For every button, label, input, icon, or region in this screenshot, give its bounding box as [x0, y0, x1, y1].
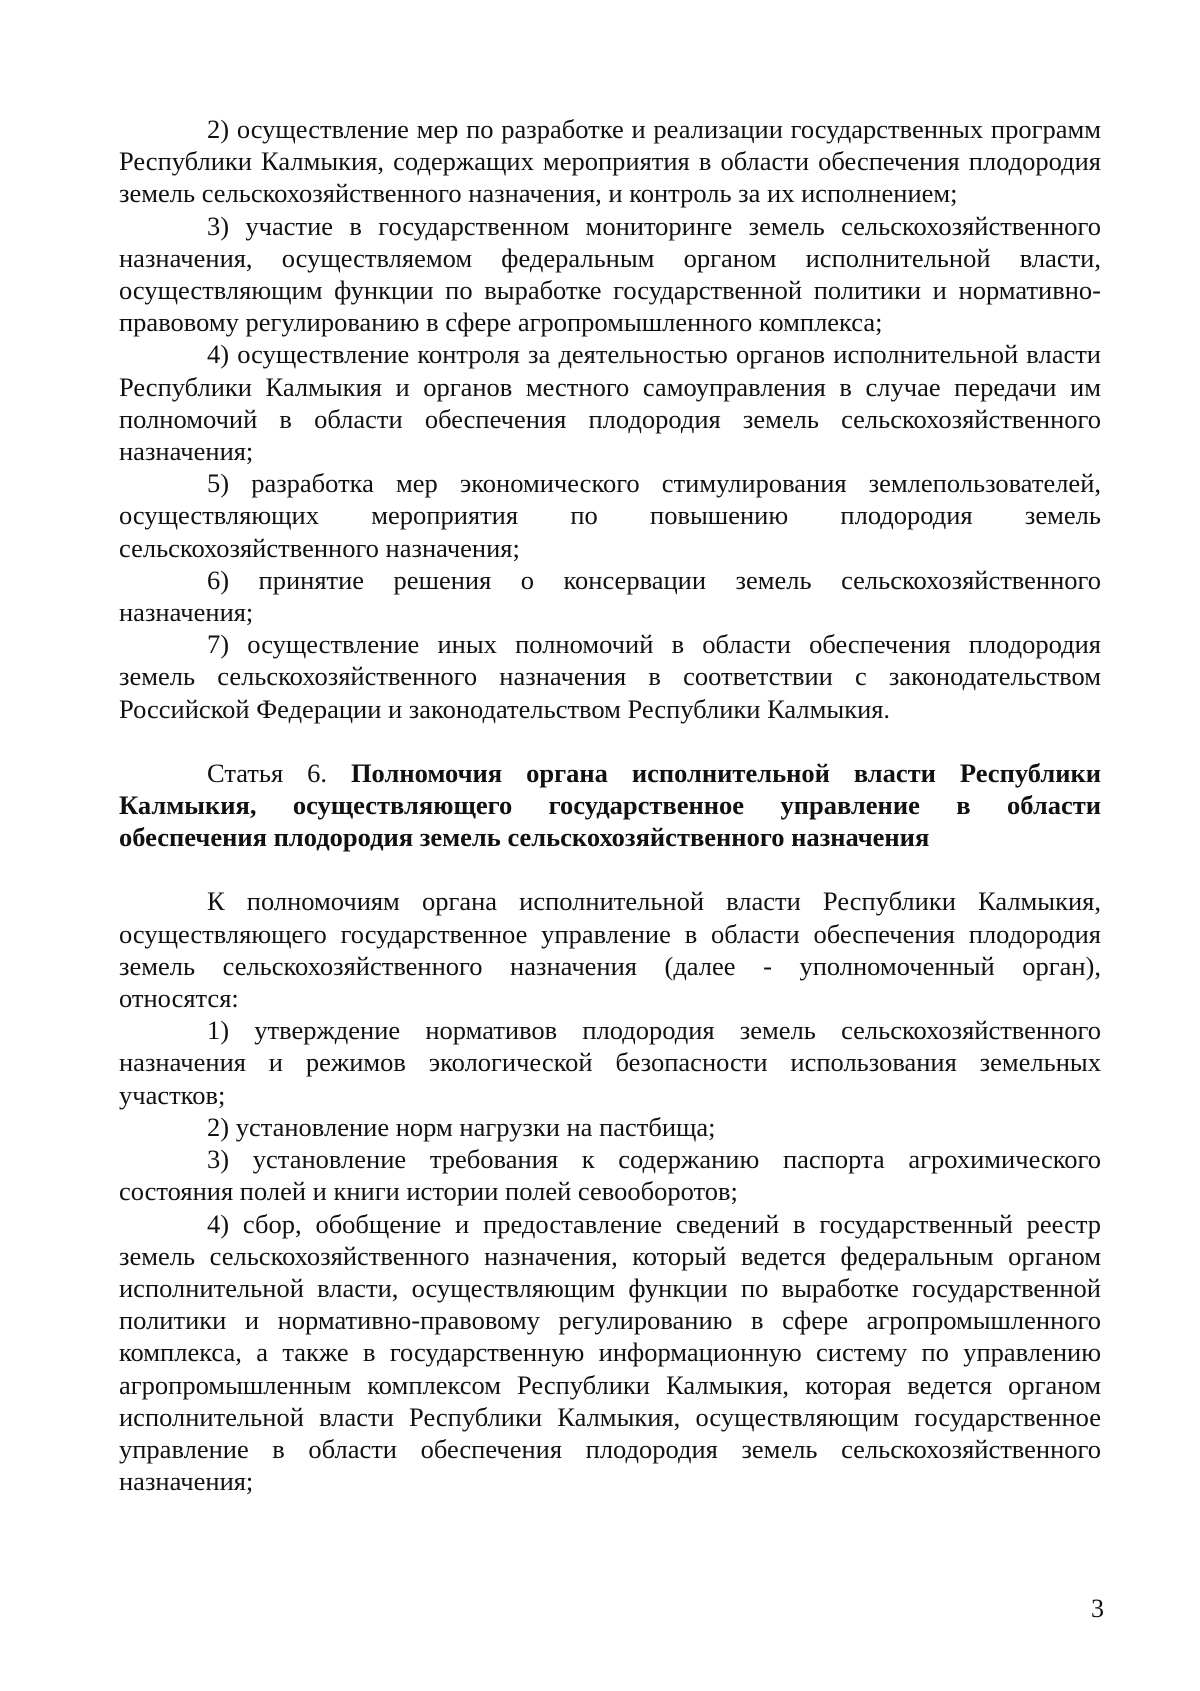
article-intro-paragraph: К полномочиям органа исполнительной власти Республики Калмыкия, осуществляющего государственное управление в области обеспечения плодородия земель сельскохозяйственного назначения (далее - уполномоченный орган), относятся: [119, 886, 1101, 1014]
authority-item-4: 4) сбор, обобщение и предоставление сведений в государственный реестр земель сельскохозяйственного назначения, который ведется федеральным органом исполнительной власти, осуществляющим функции по выработке государственной политики и нормативно-правовому регулированию в сфере агропромышленного комплекса, а также в государственную информационную систему по управлению агропромышленным комплексом Республики Калмыкия, которая ведется органом исполнительной власти Республики Калмыкия, осуществляющим государственное управление в области обеспечения плодородия земель сельскохозяйственного назначения; [119, 1208, 1101, 1497]
authority-item-1: 1) утверждение нормативов плодородия земель сельскохозяйственного назначения и режимов экологической безопасности использования земельных участков; [119, 1015, 1101, 1110]
document-body [119, 113, 1101, 1497]
paragraph-item-2: 2) осуществление мер по разработке и реализации государственных программ Республики Калмыкия, содержащих мероприятия в области обеспечения плодородия земель сельскохозяйственного назначения, и контроль за их исполнением; [119, 114, 1101, 209]
section-gap [119, 853, 1101, 885]
article-heading [119, 757, 1101, 854]
authority-item-2: 2) установление норм нагрузки на пастбища; [207, 1111, 716, 1142]
paragraph-item-5: 5) разработка мер экономического стимулирования землепользователей, осуществляющих мероприятия по повышению плодородия земель сельскохозяйственного назначения; [119, 468, 1101, 563]
article-title: Полномочия органа исполнительной власти Республики Калмыкия, осуществляющего государственное управление в области обеспечения плодородия земель сельскохозяйственного назначения [119, 757, 1102, 853]
authority-item-3: 3) установление требования к содержанию паспорта агрохимического состояния полей и книги истории полей севооборотов; [119, 1144, 1101, 1207]
page-number: 3 [1091, 1594, 1104, 1623]
section-gap [119, 725, 1101, 757]
paragraph-item-6: 6) принятие решения о консервации земель сельскохозяйственного назначения; [119, 564, 1101, 628]
paragraph-item-7: 7) осуществление иных полномочий в области обеспечения плодородия земель сельскохозяйственного назначения в соответствии с законодательством Российской Федерации и законодательством Республики Калмыкия. [119, 629, 1101, 724]
paragraph-item-3: 3) участие в государственном мониторинге земель сельскохозяйственного назначения, осуществляемом федеральным органом исполнительной власти, осуществляющим функции по выработке государственной политики и нормативно-правовому регулированию в сфере агропромышленного комплекса; [119, 210, 1101, 338]
article-number: Статья 6. [207, 757, 327, 788]
paragraph-item-4: 4) осуществление контроля за деятельностью органов исполнительной власти Республики Калмыкия и органов местного самоуправления в случае передачи им полномочий в области обеспечения плодородия земель сельскохозяйственного назначения; [119, 339, 1101, 467]
